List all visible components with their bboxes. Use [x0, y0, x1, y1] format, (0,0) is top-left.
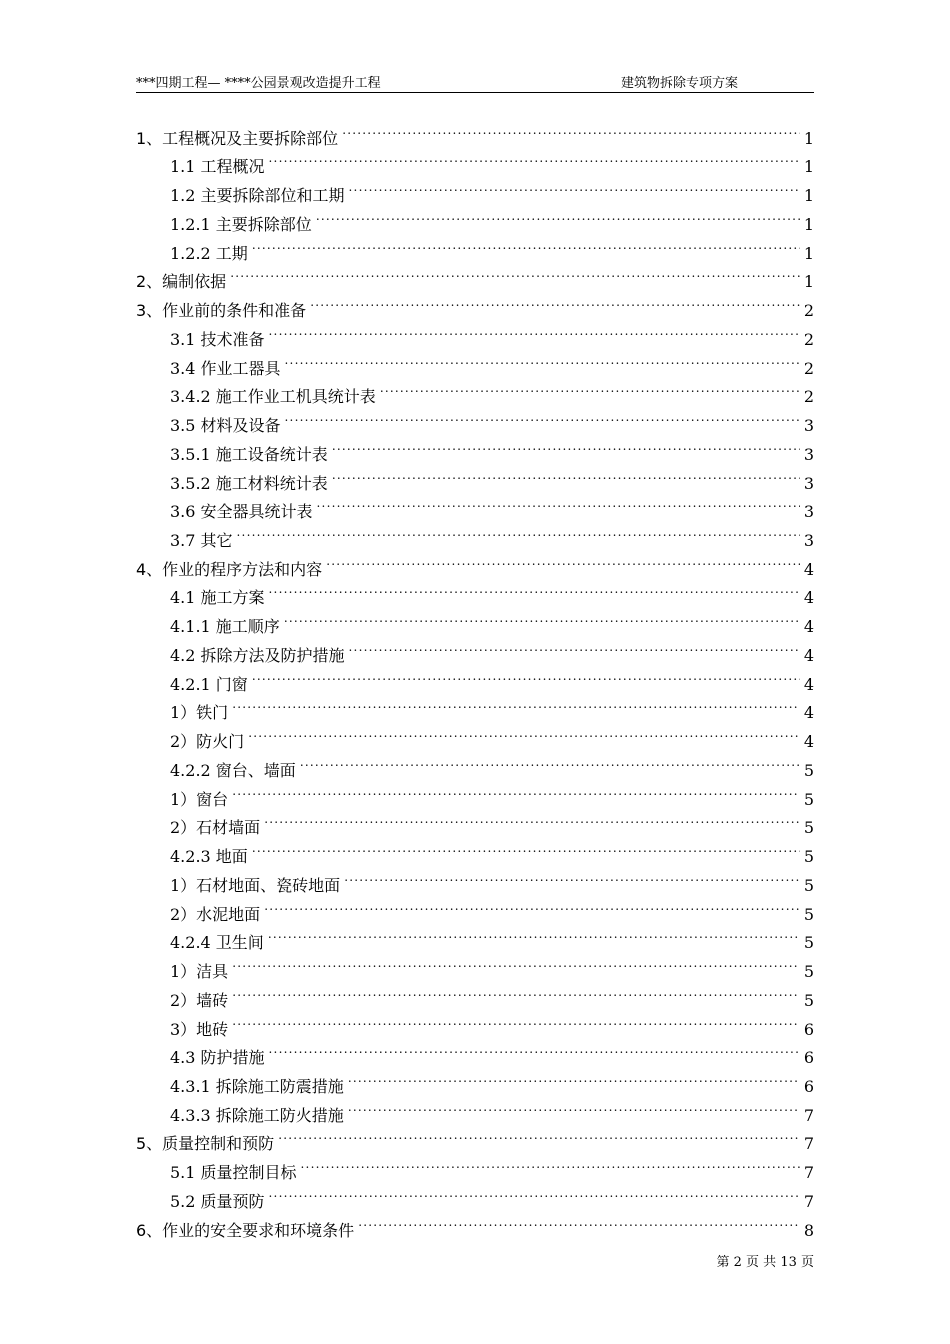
toc-entry[interactable] [136, 1006, 814, 1039]
toc-dot-leader [269, 1035, 800, 1064]
toc-entry-page-number: 7 [803, 1163, 814, 1183]
toc-entry-page-number: 3 [803, 531, 814, 551]
toc-dot-leader [344, 862, 800, 891]
toc-dot-leader [342, 115, 800, 144]
toc-entry-label: 1、工程概况及主要拆除部位 [136, 128, 339, 148]
header-project-title: ***四期工程— ****公园景观改造提升工程 [136, 76, 381, 91]
toc-entry-label: 3.4.2 施工作业工机具统计表 [170, 387, 376, 407]
toc-dot-leader [326, 546, 800, 575]
toc-dot-leader [269, 316, 800, 345]
toc-entry[interactable] [136, 776, 814, 809]
toc-entry-page-number: 6 [803, 1048, 814, 1068]
toc-dot-leader [316, 201, 800, 230]
toc-entry[interactable] [136, 287, 814, 321]
toc-entry-label: 3.4 作业工器具 [170, 358, 281, 378]
toc-entry-page-number: 4 [803, 617, 814, 637]
toc-entry-page-number: 5 [803, 847, 814, 867]
toc-dot-leader [252, 230, 800, 259]
toc-entry-label: 3.5 材料及设备 [170, 416, 281, 436]
toc-entry-label: 3）地砖 [170, 1019, 229, 1039]
toc-entry-label: 2）防火门 [170, 732, 245, 752]
toc-entry-label: 3.6 安全器具统计表 [170, 502, 313, 522]
toc-dot-leader [300, 747, 800, 776]
toc-dot-leader [230, 259, 800, 288]
toc-entry-page-number: 5 [803, 962, 814, 982]
toc-entry-page-number: 5 [803, 875, 814, 895]
toc-entry-page-number: 1 [803, 186, 814, 206]
toc-dot-leader [285, 345, 800, 374]
toc-dot-leader [252, 661, 800, 690]
toc-entry-label: 4.2.1 门窗 [170, 674, 248, 694]
toc-dot-leader [278, 1121, 800, 1150]
toc-dot-leader [232, 948, 800, 977]
toc-entry-page-number: 1 [803, 157, 814, 177]
toc-entry-label: 3.1 技术准备 [170, 329, 265, 349]
toc-dot-leader [268, 920, 800, 949]
toc-entry-page-number: 5 [803, 760, 814, 780]
header-document-title: 建筑物拆除专项方案 [620, 76, 738, 91]
toc-entry-label: 3.5.2 施工材料统计表 [170, 473, 328, 493]
toc-entry-page-number: 2 [803, 329, 814, 349]
toc-entry-page-number: 7 [803, 1134, 814, 1154]
toc-dot-leader [317, 489, 800, 518]
toc-entry-page-number: 3 [803, 473, 814, 493]
toc-entry-page-number: 3 [803, 502, 814, 522]
toc-dot-leader [264, 891, 800, 920]
toc-entry-page-number: 2 [803, 387, 814, 407]
toc-dot-leader [301, 1149, 800, 1178]
toc-entry-label: 3.7 其它 [170, 531, 233, 551]
toc-entry-page-number: 6 [803, 1076, 814, 1096]
toc-entry[interactable] [136, 948, 814, 982]
toc-dot-leader [264, 805, 800, 834]
toc-entry[interactable] [136, 1035, 814, 1068]
toc-entry-label: 1.1 工程概况 [170, 157, 265, 177]
toc-entry[interactable] [136, 115, 814, 148]
toc-entry-label: 5、质量控制和预防 [136, 1134, 275, 1154]
toc-entry-label: 6、作业的安全要求和环境条件 [136, 1220, 355, 1240]
toc-entry-page-number: 7 [803, 1191, 814, 1211]
toc-entry-label: 1）铁门 [170, 703, 229, 723]
toc-entry-page-number: 5 [803, 990, 814, 1010]
toc-entry-page-number: 2 [803, 301, 814, 321]
toc-entry[interactable] [136, 546, 814, 579]
toc-entry-page-number: 4 [803, 645, 814, 665]
toc-entry-label: 4.3.3 拆除施工防火措施 [170, 1105, 344, 1125]
toc-entry-page-number: 3 [803, 416, 814, 436]
toc-entry-page-number: 5 [803, 818, 814, 838]
toc-dot-leader [269, 1178, 800, 1207]
toc-dot-leader [269, 575, 800, 604]
toc-entry-label: 4.1 施工方案 [170, 588, 265, 608]
toc-entry[interactable] [136, 977, 814, 1010]
toc-entry-label: 5.1 质量控制目标 [170, 1163, 297, 1183]
toc-dot-leader [348, 1092, 800, 1121]
toc-entry-label: 1.2.2 工期 [170, 243, 248, 263]
toc-dot-leader [237, 517, 800, 546]
toc-dot-leader [358, 1207, 800, 1236]
toc-entry-label: 4.2.3 地面 [170, 847, 248, 867]
toc-entry-label: 2）墙砖 [170, 990, 229, 1010]
toc-dot-leader [349, 632, 800, 661]
toc-entry-page-number: 4 [803, 588, 814, 608]
toc-entry-page-number: 1 [803, 243, 814, 263]
toc-entry-label: 4.3.1 拆除施工防震措施 [170, 1076, 344, 1096]
toc-dot-leader [380, 374, 800, 403]
page-footer: 第 2 页 共 13 页 [716, 1255, 814, 1270]
toc-entry[interactable] [136, 690, 814, 723]
toc-entry[interactable] [136, 805, 814, 838]
toc-entry-label: 4.1.1 施工顺序 [170, 617, 280, 637]
toc-entry-page-number: 4 [803, 703, 814, 723]
toc-entry-label: 1）窗台 [170, 789, 229, 809]
toc-entry-label: 4.2.4 卫生间 [170, 933, 264, 953]
toc-entry-page-number: 6 [803, 1019, 814, 1039]
toc-entry-page-number: 4 [803, 559, 814, 579]
page-header [136, 70, 814, 93]
toc-dot-leader [332, 431, 800, 460]
toc-dot-leader [310, 287, 800, 316]
toc-entry-label: 4.2.2 窗台、墙面 [170, 760, 296, 780]
toc-entry-page-number: 1 [803, 214, 814, 234]
toc-entry-label: 1.2 主要拆除部位和工期 [170, 186, 345, 206]
toc-dot-leader [232, 1006, 800, 1035]
toc-dot-leader [252, 833, 800, 862]
toc-dot-leader [269, 144, 800, 173]
toc-entry-label: 3、作业前的条件和准备 [136, 301, 307, 321]
toc-entry-label: 4.2 拆除方法及防护措施 [170, 645, 345, 665]
toc-dot-leader [284, 603, 800, 632]
toc-entry-page-number: 3 [803, 444, 814, 464]
toc-entry-label: 1.2.1 主要拆除部位 [170, 214, 312, 234]
toc-entry-label: 4、作业的程序方法和内容 [136, 559, 323, 579]
toc-entry-page-number: 4 [803, 674, 814, 694]
toc-entry-page-number: 8 [803, 1220, 814, 1240]
toc-entry-page-number: 5 [803, 904, 814, 924]
toc-dot-leader [349, 172, 800, 201]
toc-entry-label: 3.5.1 施工设备统计表 [170, 444, 328, 464]
toc-entry[interactable] [136, 517, 814, 551]
toc-dot-leader [285, 402, 800, 431]
table-of-contents [136, 115, 814, 1240]
toc-entry-page-number: 2 [803, 358, 814, 378]
toc-entry-page-number: 1 [803, 272, 814, 292]
toc-entry-page-number: 5 [803, 933, 814, 953]
toc-entry-page-number: 7 [803, 1105, 814, 1125]
toc-entry[interactable] [136, 259, 814, 292]
toc-entry-label: 1）石材地面、瓷砖地面 [170, 875, 341, 895]
toc-dot-leader [232, 690, 800, 719]
toc-entry-label: 2、编制依据 [136, 272, 227, 292]
toc-dot-leader [332, 460, 800, 489]
toc-dot-leader [232, 776, 800, 805]
toc-dot-leader [232, 977, 800, 1006]
toc-dot-leader [348, 1063, 800, 1092]
toc-entry-label: 1）洁具 [170, 962, 229, 982]
toc-entry-label: 5.2 质量预防 [170, 1191, 265, 1211]
toc-entry-label: 4.3 防护措施 [170, 1048, 265, 1068]
toc-dot-leader [248, 718, 800, 747]
toc-entry-page-number: 5 [803, 789, 814, 809]
toc-entry-label: 2）石材墙面 [170, 818, 261, 838]
toc-entry[interactable] [136, 718, 814, 752]
toc-entry-page-number: 4 [803, 732, 814, 752]
toc-entry-page-number: 1 [803, 128, 814, 148]
toc-entry-label: 2）水泥地面 [170, 904, 261, 924]
